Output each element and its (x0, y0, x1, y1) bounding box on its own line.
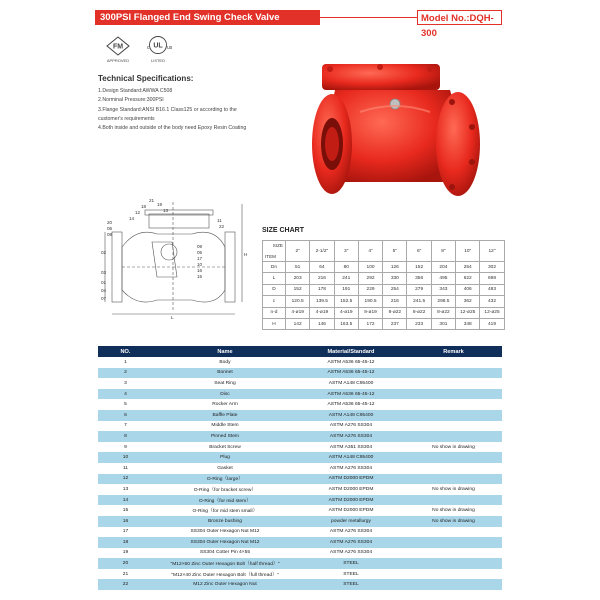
size-header: 5" (383, 241, 407, 262)
size-value-cell: 233 (407, 318, 431, 329)
size-value-cell: 237 (383, 318, 407, 329)
size-value-cell: 406 (456, 284, 480, 295)
spec-line: customer's requirements (98, 115, 155, 122)
product-title: 300PSI Flanged End Swing Check Valve (95, 10, 320, 25)
part-name-cell: SS304 Outer Hexagon Nut M12 (153, 537, 297, 548)
size-chart-body (263, 262, 505, 330)
size-value-cell: 216 (310, 273, 334, 284)
table-row (98, 452, 502, 463)
specs-title: Technical Specifications: (98, 74, 194, 83)
size-value-cell: 254 (456, 262, 480, 273)
size-value-cell: 139.5 (310, 296, 334, 307)
part-no-cell: 1 (98, 357, 153, 368)
ul-mark: UL (153, 42, 163, 50)
part-no-cell: 2 (98, 368, 153, 379)
table-row (98, 463, 502, 474)
drawing-label: 21 (149, 198, 155, 203)
size-row (263, 307, 505, 318)
part-name-cell: Middle Stem (153, 421, 297, 432)
size-item-label: H (263, 318, 286, 329)
drawing-label: 19 (157, 202, 163, 207)
part-remark-cell (405, 421, 502, 432)
size-header: 10" (456, 241, 480, 262)
fm-caption: APPROVED (106, 58, 130, 63)
size-header-row (263, 241, 505, 262)
size-value-cell: 12-ø25 (480, 307, 504, 318)
part-name-cell: O-Ring（for bracket screw） (153, 484, 297, 495)
part-no-cell: 19 (98, 548, 153, 559)
model-number: Model No.:DQH-300 (417, 10, 502, 25)
part-no-cell: 6 (98, 410, 153, 421)
table-row (98, 421, 502, 432)
size-value-cell: 216 (383, 296, 407, 307)
part-remark-cell (405, 357, 502, 368)
size-value-cell: 8-ø22 (383, 307, 407, 318)
part-no-cell: 17 (98, 527, 153, 538)
parts-col-name: Name (153, 346, 297, 357)
part-name-cell: Disc (153, 389, 297, 400)
size-value-cell: 302 (480, 262, 504, 273)
size-value-cell: 163.5 (334, 318, 358, 329)
drawing-label: 08 (107, 232, 113, 237)
size-corner-bottom: ITEM (265, 254, 276, 259)
table-row (98, 442, 502, 453)
size-row (263, 296, 505, 307)
part-no-cell: 9 (98, 442, 153, 453)
size-value-cell: 330 (383, 273, 407, 284)
size-value-cell: 4-ø19 (310, 307, 334, 318)
part-no-cell: 16 (98, 516, 153, 527)
part-no-cell: 14 (98, 495, 153, 506)
table-row (98, 368, 502, 379)
table-row (98, 516, 502, 527)
size-item-label: n-d (263, 307, 286, 318)
parts-header-row (98, 346, 502, 357)
size-value-cell: 698 (480, 273, 504, 284)
size-row (263, 273, 505, 284)
spec-line: 3.Flange Standard:ANSI B16.1 Class125 or according to the (98, 106, 237, 113)
table-row (98, 505, 502, 516)
drawing-label: 10 (197, 262, 203, 267)
part-no-cell: 13 (98, 484, 153, 495)
size-item-label: L (263, 273, 286, 284)
size-header: 6" (407, 241, 431, 262)
part-material-cell: ASTM A276 SS304 (297, 421, 405, 432)
part-material-cell: ASTM A148 C95400 (297, 410, 405, 421)
size-value-cell: 8-ø22 (407, 307, 431, 318)
part-name-cell: Pinned Stem (153, 431, 297, 442)
part-remark-cell: No show in drawing (405, 484, 502, 495)
part-material-cell: ASTM A276 SS304 (297, 527, 405, 538)
part-remark-cell (405, 378, 502, 389)
part-material-cell: ASTM D2000 EPDM (297, 484, 405, 495)
table-row (98, 527, 502, 538)
part-name-cell: O-Ring（large） (153, 474, 297, 485)
drawing-label: 05 (197, 250, 203, 255)
size-value-cell: 64 (310, 262, 334, 273)
technical-drawing (97, 192, 255, 320)
part-remark-cell (405, 579, 502, 590)
ul-prefix: c (147, 45, 150, 51)
size-value-cell: 190.5 (358, 296, 382, 307)
spec-line: 2.Norminal Pressure:300PSI (98, 97, 164, 104)
parts-table (98, 346, 502, 590)
part-material-cell: ASTM A351 SS304 (297, 442, 405, 453)
part-material-cell: ASTM A536 65-45-12 (297, 389, 405, 400)
part-no-cell: 3 (98, 378, 153, 389)
part-remark-cell (405, 368, 502, 379)
table-row (98, 410, 502, 421)
size-value-cell: 362 (456, 296, 480, 307)
size-value-cell: 483 (480, 284, 504, 295)
part-no-cell: 20 (98, 558, 153, 569)
spec-line: 4.Both inside and outside of the body need Epoxy Resin Coating (98, 125, 247, 132)
drawing-label: 13 (163, 208, 169, 213)
part-material-cell: ASTM A276 SS304 (297, 548, 405, 559)
spec-line: 1.Design Standard:AWWA C508 (98, 88, 173, 94)
part-material-cell: ASTM A148 C95400 (297, 378, 405, 389)
drawing-label: H (244, 252, 248, 257)
part-name-cell: O-Ring（for mid stem small） (153, 505, 297, 516)
part-remark-cell (405, 569, 502, 580)
size-value-cell: 301 (431, 318, 455, 329)
size-value-cell: 254 (383, 284, 407, 295)
size-value-cell: 348 (456, 318, 480, 329)
size-row (263, 318, 505, 329)
table-row (98, 474, 502, 485)
size-value-cell: 178 (310, 284, 334, 295)
size-item-label: Dn (263, 262, 286, 273)
size-value-cell: 292 (358, 273, 382, 284)
part-remark-cell: No show in drawing (405, 505, 502, 516)
size-value-cell: 191 (334, 284, 358, 295)
ul-caption: LISTED (150, 58, 166, 63)
part-no-cell: 7 (98, 421, 153, 432)
size-value-cell: 298.5 (431, 296, 455, 307)
fm-approved-logo (104, 34, 184, 64)
parts-col-no: NO. (98, 346, 153, 357)
valve-photo (300, 52, 500, 212)
part-remark-cell (405, 474, 502, 485)
size-header: 3" (334, 241, 358, 262)
size-value-cell: 8-ø22 (431, 307, 455, 318)
part-name-cell: Seat Ring (153, 378, 297, 389)
part-name-cell: Rocker Arm (153, 399, 297, 410)
size-value-cell: 8-ø19 (358, 307, 382, 318)
table-row (98, 378, 502, 389)
drawing-label: L (171, 315, 174, 320)
drawing-label: 04 (101, 288, 107, 293)
drawing-label: 22 (219, 224, 225, 229)
size-header: 2" (286, 241, 310, 262)
size-chart-table (262, 240, 505, 330)
header-divider (320, 17, 417, 18)
part-no-cell: 4 (98, 389, 153, 400)
part-name-cell: "M12×40 Zinc Outer Hexagon Bolt（full thread）" (153, 569, 297, 580)
size-item-label: c (263, 296, 286, 307)
drawing-label: 06 (107, 226, 113, 231)
part-remark-cell: No show in drawing (405, 516, 502, 527)
part-material-cell: STEEL (297, 558, 405, 569)
size-value-cell: 152.5 (334, 296, 358, 307)
part-material-cell: STEEL (297, 579, 405, 590)
size-row (263, 262, 505, 273)
part-material-cell: ASTM A536 65-45-12 (297, 357, 405, 368)
size-value-cell: 241.5 (407, 296, 431, 307)
part-remark-cell (405, 463, 502, 474)
drawing-label: 01 (101, 280, 107, 285)
part-name-cell: SS304 Outer Hexagon Nut M12 (153, 527, 297, 538)
part-no-cell: 10 (98, 452, 153, 463)
table-row (98, 431, 502, 442)
size-value-cell: 279 (407, 284, 431, 295)
part-remark-cell (405, 495, 502, 506)
size-value-cell: 80 (334, 262, 358, 273)
part-remark-cell: No show in drawing (405, 442, 502, 453)
size-value-cell: 146 (310, 318, 334, 329)
size-header: 8" (431, 241, 455, 262)
drawing-label: 14 (129, 216, 135, 221)
certification-logos (104, 34, 184, 64)
table-row (98, 548, 502, 559)
part-material-cell: ASTM A276 SS304 (297, 537, 405, 548)
table-row (98, 537, 502, 548)
part-no-cell: 15 (98, 505, 153, 516)
size-value-cell: 120.5 (286, 296, 310, 307)
part-material-cell: ASTM D2000 EPDM (297, 474, 405, 485)
size-value-cell: 100 (358, 262, 382, 273)
size-value-cell: 229 (358, 284, 382, 295)
part-name-cell: M12 Zinc Outer Hexagon Nut (153, 579, 297, 590)
part-no-cell: 8 (98, 431, 153, 442)
table-row (98, 357, 502, 368)
size-value-cell: 152 (407, 262, 431, 273)
table-row (98, 579, 502, 590)
part-remark-cell (405, 389, 502, 400)
part-remark-cell (405, 410, 502, 421)
size-header: 4" (358, 241, 382, 262)
part-name-cell: O-Ring（for mid stem） (153, 495, 297, 506)
part-material-cell: ASTM A536 65-45-12 (297, 368, 405, 379)
part-name-cell: Gasket (153, 463, 297, 474)
size-value-cell: 419 (480, 318, 504, 329)
table-row (98, 495, 502, 506)
part-material-cell: powder metallurgy (297, 516, 405, 527)
part-remark-cell (405, 452, 502, 463)
table-row (98, 399, 502, 410)
size-value-cell: 142 (286, 318, 310, 329)
part-remark-cell (405, 399, 502, 410)
size-value-cell: 432 (480, 296, 504, 307)
parts-table-body (98, 357, 502, 590)
size-value-cell: 51 (286, 262, 310, 273)
part-no-cell: 5 (98, 399, 153, 410)
table-row (98, 569, 502, 580)
size-value-cell: 152 (286, 284, 310, 295)
specs-list (98, 87, 298, 133)
part-name-cell: "M12×60 Zinc Outer Hexagon Bolt（half thread）" (153, 558, 297, 569)
part-name-cell: Baffle Plate (153, 410, 297, 421)
drawing-label: 16 (197, 268, 203, 273)
size-value-cell: 4-ø19 (286, 307, 310, 318)
size-corner-cell (263, 241, 286, 262)
part-name-cell: Plug (153, 452, 297, 463)
table-row (98, 558, 502, 569)
part-material-cell: ASTM A148 C95400 (297, 452, 405, 463)
size-header: 12" (480, 241, 504, 262)
size-corner-top: SIZE (272, 243, 283, 248)
parts-col-material: Material/Standard (297, 346, 405, 357)
part-remark-cell (405, 537, 502, 548)
part-material-cell: ASTM A276 SS304 (297, 463, 405, 474)
size-header: 2-1/2" (310, 241, 334, 262)
size-value-cell: 12-ø25 (456, 307, 480, 318)
drawing-label: 09 (197, 244, 203, 249)
drawing-label: 18 (141, 204, 147, 209)
size-value-cell: 343 (431, 284, 455, 295)
size-item-label: D (263, 284, 286, 295)
size-value-cell: 495 (431, 273, 455, 284)
part-name-cell: Bronze bushing (153, 516, 297, 527)
part-material-cell: ASTM D2000 EPDM (297, 505, 405, 516)
ul-suffix: us (167, 45, 173, 51)
part-name-cell: SS304 Cotter Pin 4×55 (153, 548, 297, 559)
fm-mark: FM (112, 43, 124, 51)
size-value-cell: 356 (407, 273, 431, 284)
size-value-cell: 126 (383, 262, 407, 273)
part-remark-cell (405, 527, 502, 538)
size-row (263, 284, 505, 295)
part-remark-cell (405, 548, 502, 559)
part-no-cell: 22 (98, 579, 153, 590)
drawing-label: 20 (107, 220, 113, 225)
parts-col-remark: Remark (405, 346, 502, 357)
part-name-cell: Bonnet (153, 368, 297, 379)
part-remark-cell (405, 431, 502, 442)
part-material-cell: ASTM A276 SS304 (297, 431, 405, 442)
part-name-cell: Bracket Screw (153, 442, 297, 453)
drawing-label: 02 (101, 250, 107, 255)
part-no-cell: 18 (98, 537, 153, 548)
drawing-label: 15 (197, 274, 203, 279)
part-no-cell: 12 (98, 474, 153, 485)
table-row (98, 484, 502, 495)
part-name-cell: Body (153, 357, 297, 368)
drawing-label: 03 (101, 270, 107, 275)
size-value-cell: 172 (358, 318, 382, 329)
part-material-cell: ASTM A536 65-45-12 (297, 399, 405, 410)
size-value-cell: 204 (431, 262, 455, 273)
part-remark-cell (405, 558, 502, 569)
drawing-label: 12 (135, 210, 141, 215)
part-no-cell: 21 (98, 569, 153, 580)
size-value-cell: 203 (286, 273, 310, 284)
drawing-label: 07 (101, 296, 107, 301)
size-value-cell: 622 (456, 273, 480, 284)
part-material-cell: STEEL (297, 569, 405, 580)
drawing-label: 17 (197, 256, 203, 261)
size-chart-title: SIZE CHART (262, 227, 304, 234)
size-value-cell: 4-ø19 (334, 307, 358, 318)
drawing-label: 11 (217, 218, 222, 223)
part-no-cell: 11 (98, 463, 153, 474)
size-value-cell: 241 (334, 273, 358, 284)
table-row (98, 389, 502, 400)
part-material-cell: ASTM D2000 EPDM (297, 495, 405, 506)
